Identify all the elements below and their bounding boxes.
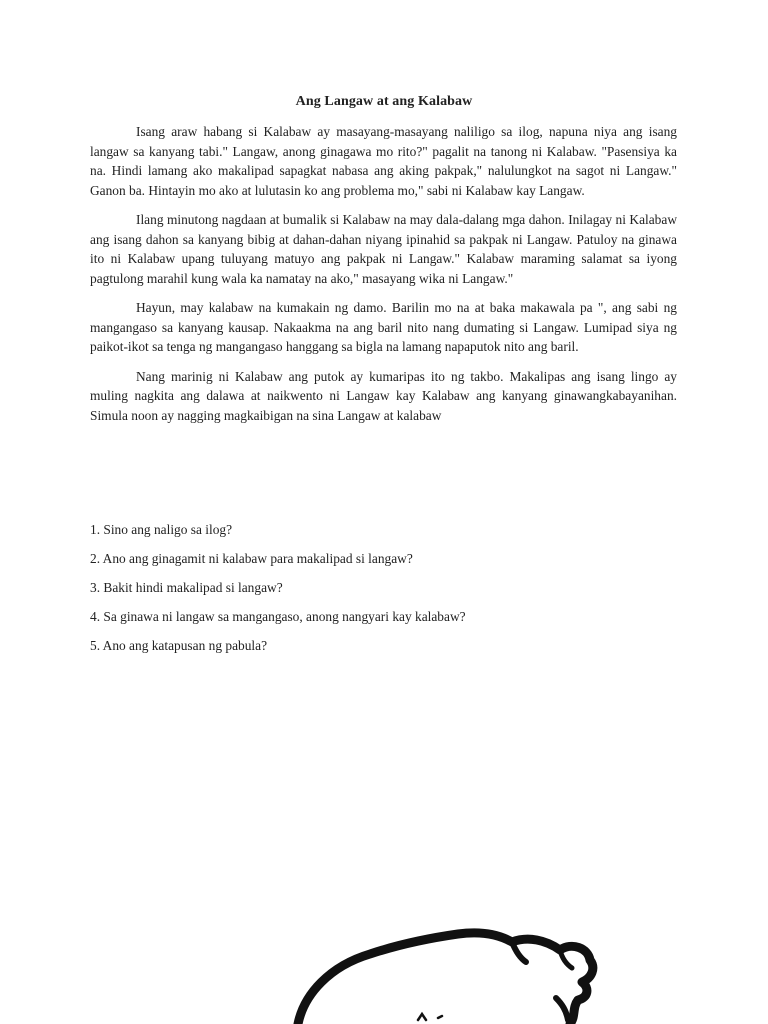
question-item-4: 4. Sa ginawa ni langaw sa mangangaso, anong nangyari kay kalabaw? bbox=[90, 609, 466, 624]
story-paragraph-1: Isang araw habang si Kalabaw ay masayang-masayang naliligo sa ilog, napuna niya ang isang langaw sa kanyang tabi." Langaw, anong ginagawa mo rito?" pagalit na tanong ni Kalabaw. "Pasensiya ka na. Hindi lamang ako makalipad sapagkat nabasa ang aking pakpak," nalulungkot na sagot ni Langaw." Ganon ba. Hintayin mo ako at lulutasin ko ang problema mo," sabi ni Kalabaw kay Langaw. bbox=[90, 124, 677, 198]
question-item-2: 2. Ano ang ginagamit ni kalabaw para makalipad si langaw? bbox=[90, 551, 413, 566]
story-paragraph-2: Ilang minutong nagdaan at bumalik si Kalabaw na may dala-dalang mga dahon. Inilagay ni Kalabaw ang isang dahon sa kanyang bibig at dahan-dahan niyang ipinahid sa pakpak ni Langaw. Patuloy na ginawa ito ni Kalabaw upang tuluyang matuyo ang pakpak ni Langaw." Kalabaw maraming salamat sa iyong pagtulong marahil kung wala ka namatay na ako," masayang wika ni Langaw." bbox=[90, 212, 677, 286]
question-item-3: 3. Bakit hindi makalipad si langaw? bbox=[90, 580, 283, 595]
document-title: Ang Langaw at ang Kalabaw bbox=[295, 94, 473, 109]
question-item-1: 1. Sino ang naligo sa ilog? bbox=[90, 522, 233, 537]
question-item-5: 5. Ano ang katapusan ng pabula? bbox=[90, 638, 268, 653]
story-paragraph-4: Nang marinig ni Kalabaw ang putok ay kumaripas ito ng takbo. Makalipas ang isang lingo ay muling nagkita ang dalawa at naikwento ni Langaw kay Kalabaw ang kanyang ginawangkabayanihan. Simula noon ay nagging magkaibigan na sina Langaw at kalabaw bbox=[90, 368, 677, 423]
story-body bbox=[90, 122, 677, 435]
question-list bbox=[90, 520, 677, 665]
carabao-head-drawing-icon bbox=[290, 924, 620, 1024]
story-paragraph-3: Hayun, may kalabaw na kumakain ng damo. Barilin mo na at baka makawala pa ", ang sabi ng mangangaso sa kanyang kausap. Nakaakma na ang baril nito nang dumating si Langaw. Lumipad siya ng paikot-ikot sa tenga ng mangangaso hanggang sa bigla na lamang napaputok nito ang baril. bbox=[90, 300, 677, 354]
